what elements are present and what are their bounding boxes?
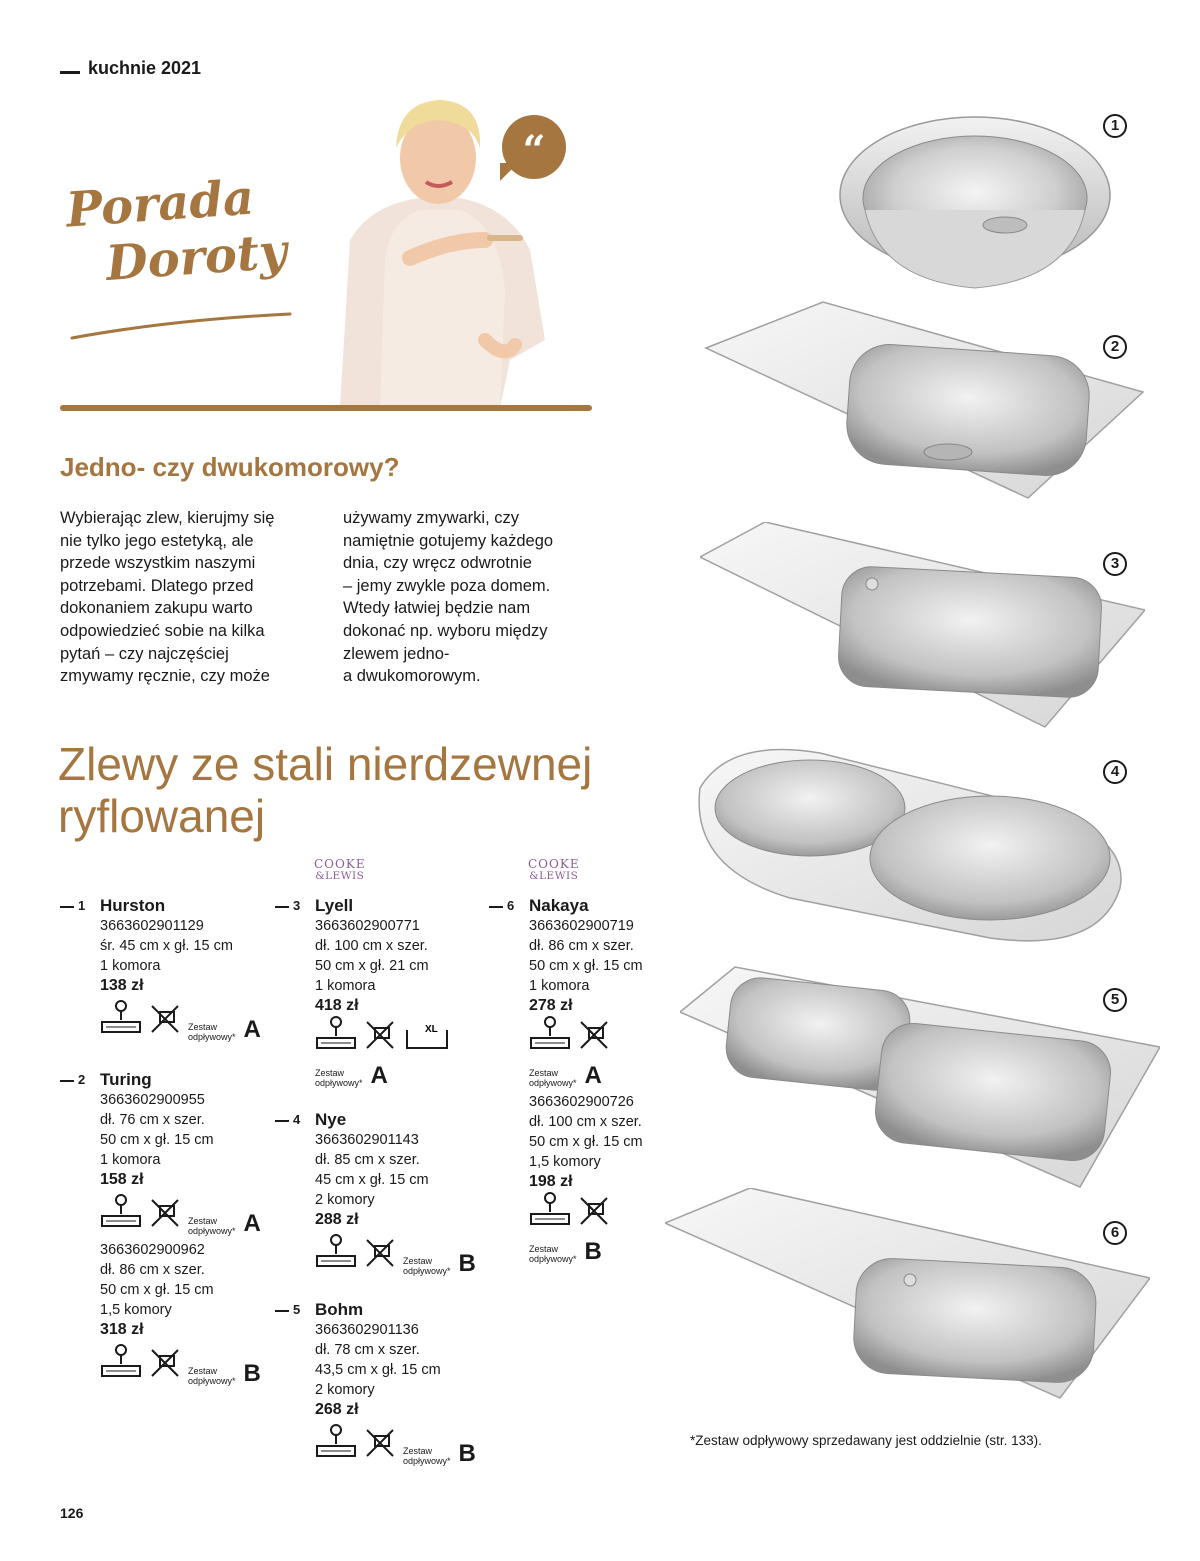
main-heading-line2: ryflowanej [58, 790, 266, 842]
drain-set-label: Zestaw odpływowy* [529, 1068, 577, 1088]
sink-drain-icon [100, 998, 142, 1042]
main-heading [58, 738, 592, 842]
product-price: 138 zł [100, 977, 144, 994]
tip-text-line: nie tylko jego estetyką, ale [60, 531, 254, 550]
product-dims: 50 cm x gł. 21 cm [315, 958, 429, 974]
tip-text-line: potrzebami. Dlatego przed [60, 576, 254, 595]
product-dims: dł. 76 cm x szer. [100, 1112, 205, 1128]
product-chambers: 1,5 komory [100, 1302, 172, 1318]
drain-set-label: Zestaw odpływowy* [188, 1216, 236, 1236]
no-pot-icon [363, 1236, 397, 1276]
quote-icon: “ [502, 115, 566, 179]
product-chambers: 1,5 komory [529, 1154, 601, 1170]
sink-number-badge: 4 [1103, 760, 1127, 784]
product-dims: dł. 86 cm x szer. [100, 1262, 205, 1278]
product-price: 268 zł [315, 1401, 359, 1418]
no-pot-icon [148, 1002, 182, 1042]
product-number: 2 [60, 1070, 94, 1090]
product-hurston [78, 896, 261, 1046]
product-dims: 50 cm x gł. 15 cm [529, 958, 643, 974]
no-pot-icon [577, 1018, 611, 1058]
sink-image-double-bowl [680, 962, 1160, 1192]
energy-class: A [243, 1016, 261, 1043]
product-price: 198 zł [529, 1173, 573, 1190]
product-nakaya [507, 896, 643, 1268]
product-name: Nakaya [529, 896, 589, 915]
brand-logo-cooke-lewis: COOKE &LEWIS [528, 857, 580, 882]
sink-number-badge: 3 [1103, 552, 1127, 576]
product-feature-icons [100, 1342, 261, 1386]
sink-drain-icon [100, 1192, 142, 1236]
product-chambers: 1 komora [100, 1152, 161, 1168]
tip-text-line: dokonaniem zakupu warto [60, 599, 253, 618]
product-price: 158 zł [100, 1171, 144, 1188]
product-chambers: 1 komora [100, 958, 161, 974]
product-chambers: 2 komory [315, 1382, 375, 1398]
product-feature-icons [529, 1238, 643, 1264]
product-feature-icons [100, 998, 261, 1042]
product-ean: 3663602901136 [315, 1322, 419, 1338]
product-name: Nye [315, 1110, 347, 1129]
sink-image-single-drainer [688, 300, 1148, 505]
product-feature-icons [529, 1018, 643, 1058]
sink-image-drainer-right-bowl [665, 1188, 1150, 1403]
brand-logo-cooke-lewis: COOKE &LEWIS [314, 857, 366, 882]
page-number: 126 [60, 1505, 84, 1521]
product-dims: 50 cm x gł. 15 cm [529, 1134, 643, 1150]
tip-text-column-1 [60, 507, 274, 688]
product-ean: 3663602900726 [529, 1094, 634, 1110]
porada-line2: Doroty [104, 223, 289, 292]
product-number: 5 [275, 1300, 309, 1320]
product-feature-icons [315, 1062, 451, 1088]
product-ean: 3663602900955 [100, 1092, 205, 1108]
product-dims: dł. 86 cm x szer. [529, 938, 634, 954]
product-dims: dł. 85 cm x szer. [315, 1152, 420, 1168]
product-price: 418 zł [315, 997, 359, 1014]
sink-drain-icon [529, 1014, 571, 1058]
product-bohm [293, 1300, 476, 1470]
product-dims: dł. 78 cm x szer. [315, 1342, 420, 1358]
porada-title [64, 168, 288, 295]
product-price: 288 zł [315, 1211, 359, 1228]
product-feature-icons [529, 1062, 643, 1088]
tip-text-line: dokonać np. wyboru między [343, 621, 548, 640]
product-dims: 50 cm x gł. 15 cm [100, 1282, 214, 1298]
xl-bowl-icon [403, 1018, 451, 1058]
energy-class: A [584, 1062, 602, 1089]
no-pot-icon [148, 1346, 182, 1386]
product-ean: 3663602901129 [100, 918, 204, 934]
sink-number-badge: 2 [1103, 335, 1127, 359]
tip-text-line: przede wszystkim naszymi [60, 554, 256, 573]
tip-text-line: – jemy zwykle poza domem. [343, 576, 551, 595]
energy-class: B [458, 1440, 476, 1467]
header-dash [60, 71, 80, 74]
product-dims: śr. 45 cm x gł. 15 cm [100, 938, 233, 954]
energy-class: B [243, 1360, 261, 1387]
sink-image-double-round [690, 738, 1135, 958]
sink-drain-icon [315, 1014, 357, 1058]
product-price: 278 zł [529, 997, 573, 1014]
product-ean: 3663602900962 [100, 1242, 205, 1258]
product-name: Lyell [315, 896, 354, 915]
product-nye [293, 1110, 476, 1280]
sink-image-large-drainer [700, 522, 1145, 732]
footnote: *Zestaw odpływowy sprzedawany jest oddzielnie (str. 133). [690, 1433, 1042, 1448]
product-number: 3 [275, 896, 309, 916]
product-name: Bohm [315, 1300, 364, 1319]
drain-set-label: Zestaw odpływowy* [403, 1446, 451, 1466]
sink-number-badge: 6 [1103, 1221, 1127, 1245]
porada-line1: Porada [64, 169, 256, 239]
drain-set-label: Zestaw odpływowy* [188, 1366, 236, 1386]
product-name: Hurston [100, 896, 166, 915]
product-dims: dł. 100 cm x szer. [529, 1114, 642, 1130]
tip-text-line: Wtedy łatwiej będzie nam [343, 599, 531, 618]
product-ean: 3663602901143 [315, 1132, 419, 1148]
product-feature-icons [100, 1192, 261, 1236]
product-dims: 45 cm x gł. 15 cm [315, 1172, 429, 1188]
product-ean: 3663602900771 [315, 918, 420, 934]
energy-class: A [243, 1210, 261, 1237]
product-dims: 50 cm x gł. 15 cm [100, 1132, 214, 1148]
tip-text-line: dnia, czy wręcz odwrotnie [343, 554, 532, 573]
product-chambers: 2 komory [315, 1192, 375, 1208]
svg-text:XL: XL [425, 1024, 438, 1035]
product-chambers: 1 komora [529, 978, 590, 994]
product-dims: 43,5 cm x gł. 15 cm [315, 1362, 441, 1378]
header-title: kuchnie 2021 [88, 58, 202, 78]
product-number: 4 [275, 1110, 309, 1130]
drain-set-label: Zestaw odpływowy* [188, 1022, 236, 1042]
no-pot-icon [363, 1426, 397, 1466]
tip-text-line: odpowiedzieć sobie na kilka [60, 621, 265, 640]
product-number: 1 [60, 896, 94, 916]
product-turing [78, 1070, 261, 1390]
tip-text-line: pytań – czy najczęściej [60, 644, 229, 663]
tip-heading: Jedno- czy dwukomorowy? [60, 452, 400, 482]
energy-class: B [458, 1250, 476, 1277]
sink-image-round [830, 110, 1120, 300]
section-divider [60, 405, 592, 411]
product-name: Turing [100, 1070, 152, 1089]
tip-text-column-2 [343, 507, 553, 688]
tip-text-line: namiętnie gotujemy każdego [343, 531, 554, 550]
sink-drain-icon [315, 1232, 357, 1276]
tip-text-line: a dwukomorowym. [343, 667, 481, 686]
product-feature-icons [529, 1194, 643, 1234]
tip-text-line: zmywamy ręcznie, czy może [60, 667, 270, 686]
drain-set-label: Zestaw odpływowy* [315, 1068, 363, 1088]
tip-text-line: Wybierając zlew, kierujmy się [60, 509, 275, 527]
drain-set-label: Zestaw odpływowy* [403, 1256, 451, 1276]
product-price: 318 zł [100, 1321, 144, 1338]
no-pot-icon [577, 1194, 611, 1234]
tip-text-line: zlewem jedno- [343, 644, 450, 663]
main-heading-line1: Zlewy ze stali nierdzewnej [58, 738, 593, 790]
product-feature-icons [315, 1232, 476, 1276]
product-lyell [293, 896, 451, 1092]
product-number: 6 [489, 896, 523, 916]
swoosh-decoration [60, 300, 300, 350]
drain-set-label: Zestaw odpływowy* [529, 1244, 577, 1264]
energy-class: A [370, 1062, 388, 1089]
sink-drain-icon [100, 1342, 142, 1386]
product-feature-icons [315, 1422, 476, 1466]
product-ean: 3663602900719 [529, 918, 634, 934]
tip-text-line: używamy zmywarki, czy [343, 509, 520, 527]
product-dims: dł. 100 cm x szer. [315, 938, 428, 954]
product-chambers: 1 komora [315, 978, 376, 994]
section-header [60, 58, 201, 79]
no-pot-icon [148, 1196, 182, 1236]
sink-drain-icon [315, 1422, 357, 1466]
sink-number-badge: 5 [1103, 988, 1127, 1012]
product-feature-icons [315, 1018, 451, 1058]
energy-class: B [584, 1238, 602, 1265]
sink-number-badge: 1 [1103, 114, 1127, 138]
no-pot-icon [363, 1018, 397, 1058]
sink-drain-icon [529, 1190, 571, 1234]
